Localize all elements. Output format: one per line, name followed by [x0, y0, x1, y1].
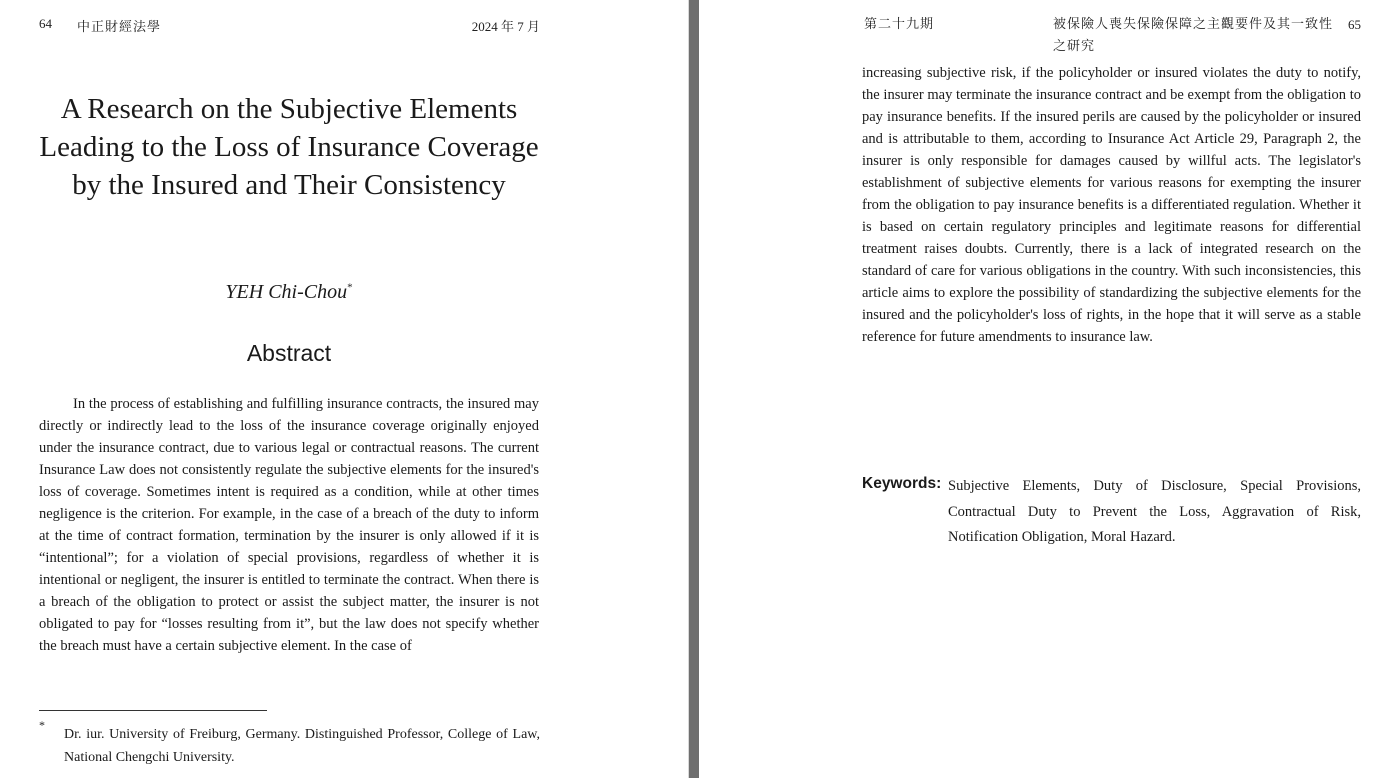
abstract-continued-paragraph: increasing subjective risk, if the policyholder or insured violates the duty to notify, the insurer may terminate the insurance contract and be exempt from the obligation to pay insurance benefits. If the insured perils are caused by the policyholder or insured and is attributable to them, according to Insurance Act Article 29, Paragraph 2, the insurer is only responsible for damages caused by willful acts. The legislator's establishment of subjective elements for various reasons for exempting the insurer from the obligation to pay insurance benefits is a differentiated regulation. Whether it is based on certain regulatory principles and legitimate reasons for differential treatment raises doubts. Currently, there is a lack of integrated research on the standard of care for various obligations in the country. With such inconsistencies, this article aims to explore the possibility of standardizing the subjective elements for the insured and the policyholder's loss of rights, in the hope that it will serve as a stable reference for future amendments to insurance law. — [862, 65, 1361, 345]
right-page — [699, 0, 1397, 778]
left-page-number: 64 — [39, 16, 52, 31]
keywords-list: Subjective Elements, Duty of Disclosure, Special Provisions, Contractual Duty to Prevent the Loss, Aggravation of Risk, Notification Obligation, Moral Hazard. — [948, 478, 1361, 545]
article-title: A Research on the Subjective Elements Leading to the Loss of Insurance Coverage by the Insured and Their Consistency — [39, 93, 539, 201]
issue-number: 第二十九期 — [864, 16, 935, 31]
keywords-label: Keywords: — [862, 475, 942, 492]
left-page — [0, 0, 689, 778]
author-name: YEH Chi-Chou — [225, 281, 348, 303]
abstract-paragraph: In the process of establishing and fulfilling insurance contracts, the insured may directly or indirectly lead to the loss of the insurance coverage originally enjoyed under the insurance contract, due to various legal or contractual reasons. The current Insurance Law does not consistently regulate the subjective elements for the insured's loss of coverage. Sometimes intent is required as a condition, while at other times negligence is the criterion. For example, in the case of a breach of the duty to inform at the time of contract formation, termination by the insurer is only allowed if it is “intentional”; for a violation of special provisions, regardless of whether it is intentional or negligent, the insurer is entitled to terminate the contract. When there is a breach of the obligation to protect or assist the subject matter, the insurer is not obligated to pay for “losses resulting from it”, but the law does not specify whether the breach must have a certain subjective element. In the case of — [39, 396, 539, 654]
right-page-number: 65 — [1348, 17, 1361, 32]
running-title: 被保險人喪失保險保障之主觀要件及其一致性之研究 — [1053, 16, 1334, 53]
author-line — [39, 281, 539, 304]
abstract-heading: Abstract — [246, 340, 332, 366]
author-footnote-mark: * — [347, 281, 353, 294]
journal-name: 中正財經法學 — [77, 19, 162, 34]
left-page-edge — [688, 0, 689, 778]
footnote-mark: * — [39, 718, 45, 732]
issue-date: 2024 年 7 月 — [471, 19, 540, 34]
footnote-divider — [39, 710, 267, 711]
page-gutter — [689, 0, 699, 778]
footnote-text: Dr. iur. University of Freiburg, Germany. Distinguished Professor, College of Law, National Chengchi University. — [64, 727, 540, 765]
